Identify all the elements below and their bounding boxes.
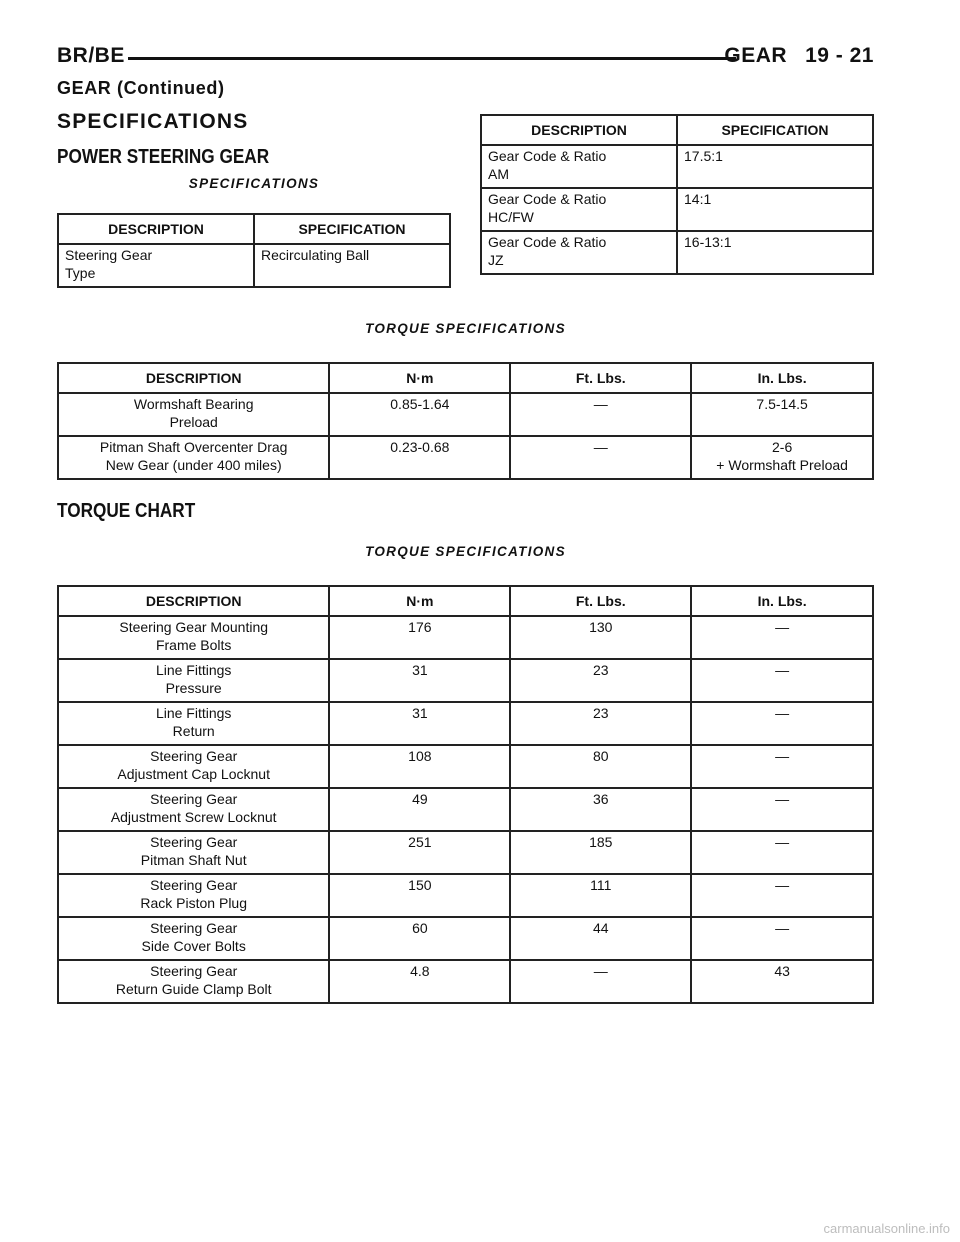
nm-cell: 108: [329, 745, 510, 788]
header-section: GEAR: [724, 44, 788, 67]
description-cell: [58, 917, 329, 960]
specifications-caption: SPECIFICATIONS: [188, 176, 320, 191]
description-cell: [58, 788, 329, 831]
nm-cell: 31: [329, 659, 510, 702]
table-row: [58, 659, 873, 702]
nm-cell: 150: [329, 874, 510, 917]
column-header: Ft. Lbs.: [510, 586, 691, 616]
in-lbs-cell: —: [691, 616, 873, 659]
table-row: [58, 960, 873, 1003]
watermark: carmanualsonline.info: [823, 1221, 950, 1236]
column-header: N·m: [329, 586, 510, 616]
cell-line: Side Cover Bolts: [141, 938, 246, 954]
table-row: [481, 145, 873, 188]
table-row: [58, 917, 873, 960]
column-header: In. Lbs.: [691, 586, 873, 616]
description-cell: [58, 960, 329, 1003]
nm-cell: 176: [329, 616, 510, 659]
description-cell: [58, 874, 329, 917]
specification-cell: Recirculating Ball: [254, 244, 450, 287]
ft-lbs-cell: 23: [510, 659, 691, 702]
gear-code-ratio-table: [480, 114, 874, 275]
torque-chart-table: [57, 585, 874, 1004]
nm-cell: 4.8: [329, 960, 510, 1003]
cell-line: Steering Gear: [150, 834, 238, 850]
cell-line: 2-6: [772, 439, 793, 455]
table-header-row: [58, 586, 873, 616]
in-lbs-cell: —: [691, 917, 873, 960]
in-lbs-cell: —: [691, 702, 873, 745]
in-lbs-cell: —: [691, 659, 873, 702]
table-row: [58, 702, 873, 745]
ft-lbs-cell: 23: [510, 702, 691, 745]
description-cell: [58, 393, 329, 436]
specifications-heading: SPECIFICATIONS: [57, 110, 249, 133]
torque-chart-caption: TORQUE SPECIFICATIONS: [365, 544, 566, 559]
cell-line: Steering Gear Mounting: [119, 619, 269, 635]
table-row: [481, 188, 873, 231]
nm-cell: 60: [329, 917, 510, 960]
cell-line: + Wormshaft Preload: [716, 457, 848, 473]
cell-line: Pitman Shaft Nut: [140, 852, 247, 868]
in-lbs-cell: —: [691, 874, 873, 917]
in-lbs-cell: 43: [691, 960, 873, 1003]
cell-line: Line Fittings: [155, 705, 232, 721]
cell-line: Gear Code & Ratio: [488, 148, 607, 164]
table-row: [58, 831, 873, 874]
column-header: N·m: [329, 363, 510, 393]
cell-line: New Gear (under 400 miles): [105, 457, 282, 473]
cell-line: Return: [172, 723, 215, 739]
table-header-row: [58, 214, 450, 244]
cell-line: Line Fittings: [155, 662, 232, 678]
specification-cell: 14:1: [677, 188, 873, 231]
table-row: [58, 436, 873, 479]
nm-cell: 0.85-1.64: [329, 393, 510, 436]
cell-line: Steering Gear: [150, 791, 238, 807]
ft-lbs-cell: 44: [510, 917, 691, 960]
table-row: [58, 788, 873, 831]
cell-line: Steering Gear: [150, 748, 238, 764]
ft-lbs-cell: 185: [510, 831, 691, 874]
cell-line: Type: [65, 265, 96, 281]
table-row: [58, 616, 873, 659]
header-rule: [128, 57, 736, 60]
cell-line: Pressure: [165, 680, 222, 696]
cell-line: Adjustment Cap Locknut: [117, 766, 270, 782]
header-right: [724, 44, 874, 68]
nm-cell: 251: [329, 831, 510, 874]
ft-lbs-cell: —: [510, 393, 691, 436]
ft-lbs-cell: —: [510, 436, 691, 479]
ft-lbs-cell: 130: [510, 616, 691, 659]
cell-line: Wormshaft Bearing: [133, 396, 254, 412]
steering-gear-type-table: [57, 213, 451, 288]
column-header: In. Lbs.: [691, 363, 873, 393]
description-cell: [58, 659, 329, 702]
cell-line: AM: [488, 166, 509, 182]
description-cell: [58, 702, 329, 745]
specification-cell: 17.5:1: [677, 145, 873, 188]
description-cell: [58, 616, 329, 659]
cell-line: Frame Bolts: [155, 637, 232, 653]
nm-cell: 31: [329, 702, 510, 745]
specification-cell: 16-13:1: [677, 231, 873, 274]
table-row: [58, 393, 873, 436]
cell-line: Gear Code & Ratio: [488, 234, 607, 250]
continued-title: GEAR (Continued): [57, 78, 225, 98]
table-row: [58, 244, 450, 287]
description-cell: [58, 831, 329, 874]
table-header-row: [481, 115, 873, 145]
in-lbs-cell: [691, 393, 873, 436]
cell-line: Steering Gear: [150, 963, 238, 979]
cell-line: Rack Piston Plug: [140, 895, 247, 911]
table-row: [481, 231, 873, 274]
description-cell: [58, 745, 329, 788]
table-header-row: [58, 363, 873, 393]
cell-line: Pitman Shaft Overcenter Drag: [99, 439, 288, 455]
power-steering-gear-heading: POWER STEERING GEAR: [57, 146, 270, 168]
column-header: DESCRIPTION: [58, 363, 329, 393]
column-header: DESCRIPTION: [481, 115, 677, 145]
header-model: BR/BE: [57, 44, 125, 67]
ft-lbs-cell: —: [510, 960, 691, 1003]
cell-line: 7.5-14.5: [756, 396, 808, 412]
in-lbs-cell: [691, 436, 873, 479]
torque-specifications-table: [57, 362, 874, 480]
description-cell: [481, 231, 677, 274]
nm-cell: 49: [329, 788, 510, 831]
cell-line: Return Guide Clamp Bolt: [115, 981, 272, 997]
description-cell: [58, 436, 329, 479]
description-cell: [481, 188, 677, 231]
cell-line: Gear Code & Ratio: [488, 191, 607, 207]
column-header: Ft. Lbs.: [510, 363, 691, 393]
description-cell: [58, 244, 254, 287]
cell-line: Steering Gear: [150, 920, 238, 936]
header-page-number: 19 - 21: [805, 44, 874, 67]
column-header: SPECIFICATION: [677, 115, 873, 145]
cell-line: HC/FW: [488, 209, 534, 225]
ft-lbs-cell: 111: [510, 874, 691, 917]
torque-chart-heading: TORQUE CHART: [57, 500, 196, 522]
cell-line: Preload: [169, 414, 218, 430]
cell-line: Steering Gear: [65, 247, 153, 263]
in-lbs-cell: —: [691, 831, 873, 874]
nm-cell: 0.23-0.68: [329, 436, 510, 479]
table-row: [58, 745, 873, 788]
torque-specifications-caption: TORQUE SPECIFICATIONS: [365, 321, 566, 336]
in-lbs-cell: —: [691, 745, 873, 788]
column-header: DESCRIPTION: [58, 586, 329, 616]
cell-line: JZ: [488, 252, 504, 268]
cell-line: Steering Gear: [150, 877, 238, 893]
in-lbs-cell: —: [691, 788, 873, 831]
table-row: [58, 874, 873, 917]
column-header: SPECIFICATION: [254, 214, 450, 244]
cell-line: Adjustment Screw Locknut: [110, 809, 277, 825]
column-header: DESCRIPTION: [58, 214, 254, 244]
description-cell: [481, 145, 677, 188]
ft-lbs-cell: 36: [510, 788, 691, 831]
ft-lbs-cell: 80: [510, 745, 691, 788]
